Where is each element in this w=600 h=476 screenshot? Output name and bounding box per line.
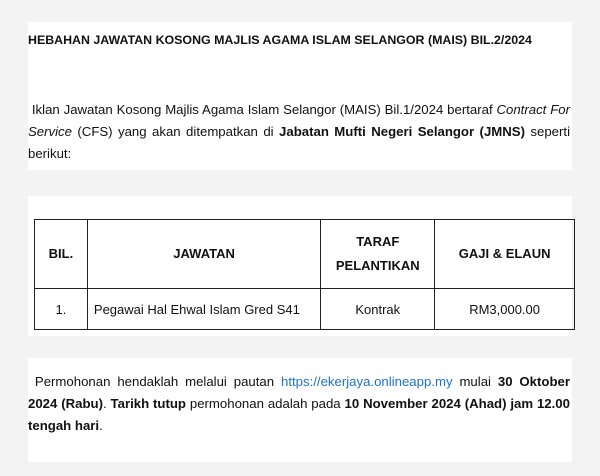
cell-taraf: Kontrak: [321, 289, 435, 330]
vacancy-table: [34, 219, 575, 330]
apply-text-1: Permohonan hendaklah melalui pautan: [34, 374, 281, 389]
header-taraf-line2: PELANTIKAN: [335, 258, 420, 273]
table-card: [28, 196, 572, 336]
cell-jawatan: Pegawai Hal Ehwal Islam Gred S41: [87, 289, 320, 330]
intro-paragraph: [28, 99, 570, 165]
header-gaji-elaun: GAJI & ELAUN: [435, 220, 575, 289]
apply-text-2: mulai: [452, 374, 498, 389]
table-header-row: [35, 220, 575, 289]
application-paragraph: [28, 371, 570, 437]
intro-text-1: Iklan Jawatan Kosong Majlis Agama Islam Selangor (MAIS) Bil.1/2024 bertaraf: [31, 102, 497, 117]
header-taraf-line1: TARAF: [356, 234, 400, 249]
application-link[interactable]: https://ekerjaya.onlineapp.my: [281, 374, 453, 389]
header-bil: BIL.: [35, 220, 88, 289]
intro-card: [28, 94, 572, 170]
apply-text-5: .: [99, 418, 103, 433]
title-card: [28, 22, 572, 94]
header-taraf-pelantikan: [321, 220, 435, 289]
intro-department: Jabatan Mufti Negeri Selangor (JMNS): [279, 124, 525, 139]
apply-text-3: .: [102, 396, 111, 411]
opening-date: 30 Oktober 2024 (Rabu): [28, 374, 570, 411]
apply-text-4: permohonan adalah pada: [185, 396, 345, 411]
closing-date: 10 November 2024 (Ahad) jam 12.00 tengah hari: [28, 396, 570, 433]
application-card: [28, 358, 572, 462]
closing-date-label: Tarikh tutup: [110, 396, 186, 411]
cell-bil: 1.: [35, 289, 88, 330]
intro-text-2: (CFS) yang akan ditempatkan di: [71, 124, 280, 139]
intro-contract-type: Contract For Service: [28, 102, 570, 139]
intro-text-3: seperti berikut:: [28, 124, 570, 161]
header-jawatan: JAWATAN: [87, 220, 320, 289]
page-title: HEBAHAN JAWATAN KOSONG MAJLIS AGAMA ISLAM SELANGOR (MAIS) BIL.2/2024: [28, 33, 532, 47]
table-row: [35, 289, 575, 330]
cell-gaji: RM3,000.00: [435, 289, 575, 330]
